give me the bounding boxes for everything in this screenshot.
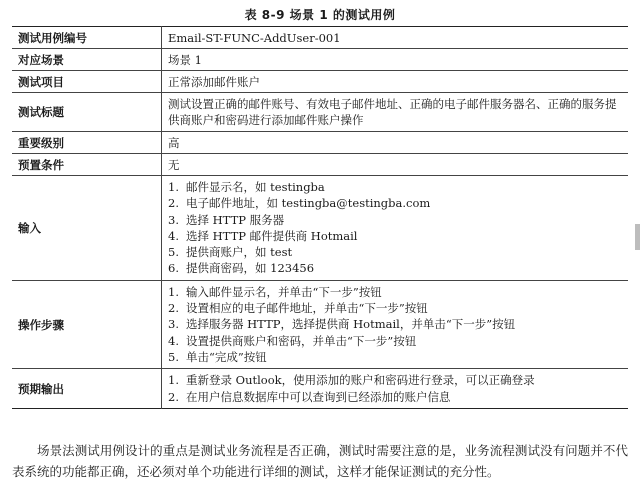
list-item-text: 选择服务器 HTTP，选择提供商 Hotmail，并单击“下一步”按钮 [186,317,516,332]
row-value-steps [162,280,629,368]
row-value-scenario: 场景 1 [162,49,629,71]
list-item-text: 设置提供商账户和密码，并单击“下一步”按钮 [186,333,417,348]
list-item-number: 1. [168,373,179,388]
list-item [168,349,622,365]
list-item-text: 单击“完成”按钮 [186,349,267,364]
table-caption: 表 8-9 场景 1 的测试用例 [244,8,396,22]
table-row [12,154,628,176]
list-item-number: 3. [168,212,179,227]
table-row [12,176,628,281]
list-item [168,212,622,228]
steps-list [168,282,622,367]
list-item [168,244,622,260]
list-item-text: 设置相应的电子邮件地址，并单击“下一步”按钮 [186,301,428,316]
table-row [12,280,628,368]
list-item-number: 4. [168,333,179,348]
list-item [168,284,622,300]
test-case-table [12,26,628,409]
list-item-number: 5. [168,245,179,260]
row-label-steps: 操作步骤 [12,280,162,368]
scrollbar-thumb[interactable] [635,224,640,250]
row-label-expected: 预期输出 [12,369,162,409]
input-list [168,177,622,279]
row-value-input [162,176,629,281]
list-item-text: 在用户信息数据库中可以查询到已经添加的账户信息 [186,389,451,404]
list-item [168,389,622,405]
row-label-test-title: 测试标题 [12,93,162,132]
list-item-number: 2. [168,301,179,316]
list-item-number: 1. [168,284,179,299]
row-label-input: 输入 [12,176,162,281]
list-item-text: 重新登录 Outlook，使用添加的账户和密码进行登录，可以正确登录 [186,373,535,388]
body-paragraph: 场景法测试用例设计的重点是测试业务流程是否正确，测试时需要注意的是，业务流程测试没有问题并不代表系统的功能都正确，还必须对单个功能进行详细的测试，这样才能保证测试的充分性。 [12,443,628,479]
row-value-test-item: 正常添加邮件账户 [162,71,629,93]
table-row [12,132,628,154]
list-item-number: 5. [168,349,179,364]
list-item-text: 提供商账户，如 test [186,245,293,260]
list-item [168,260,622,276]
list-item-text: 选择 HTTP 邮件提供商 Hotmail [186,228,358,243]
list-item-number: 2. [168,389,179,404]
list-item-number: 3. [168,317,179,332]
list-item-text: 邮件显示名，如 testingba [186,180,325,194]
list-item [168,333,622,349]
list-item-number: 2. [168,196,179,211]
list-item-number: 6. [168,261,179,276]
table-row [12,369,628,409]
row-value-precondition: 无 [162,154,629,176]
row-value-priority: 高 [162,132,629,154]
list-item-text: 电子邮件地址，如 testingba@testingba.com [186,196,431,211]
list-item [168,300,622,316]
row-value-expected [162,369,629,409]
row-value-case-id: Email-ST-FUNC-AddUser-001 [168,30,341,45]
table-row [12,93,628,132]
table-row [12,49,628,71]
list-item [168,228,622,244]
list-item [168,372,622,388]
row-label-priority: 重要级别 [12,132,162,154]
row-label-test-item: 测试项目 [12,71,162,93]
row-label-scenario: 对应场景 [12,49,162,71]
list-item [168,316,622,332]
table-row [12,71,628,93]
list-item-number: 1. [168,180,179,194]
row-label-case-id: 测试用例编号 [12,27,162,49]
list-item-text: 提供商密码，如 123456 [186,261,315,276]
row-label-precondition: 预置条件 [12,154,162,176]
table-row [12,27,628,49]
row-value-test-title: 测试设置正确的邮件账号、有效电子邮件地址、正确的电子邮件服务器名、正确的服务提供商账户和密码进行添加邮件账户操作 [162,93,629,132]
list-item [168,195,622,211]
list-item-number: 4. [168,228,179,243]
list-item-text: 选择 HTTP 服务器 [186,212,285,227]
list-item [168,179,622,195]
list-item-text: 输入邮件显示名，并单击“下一步”按钮 [186,284,382,299]
expected-list [168,370,622,407]
